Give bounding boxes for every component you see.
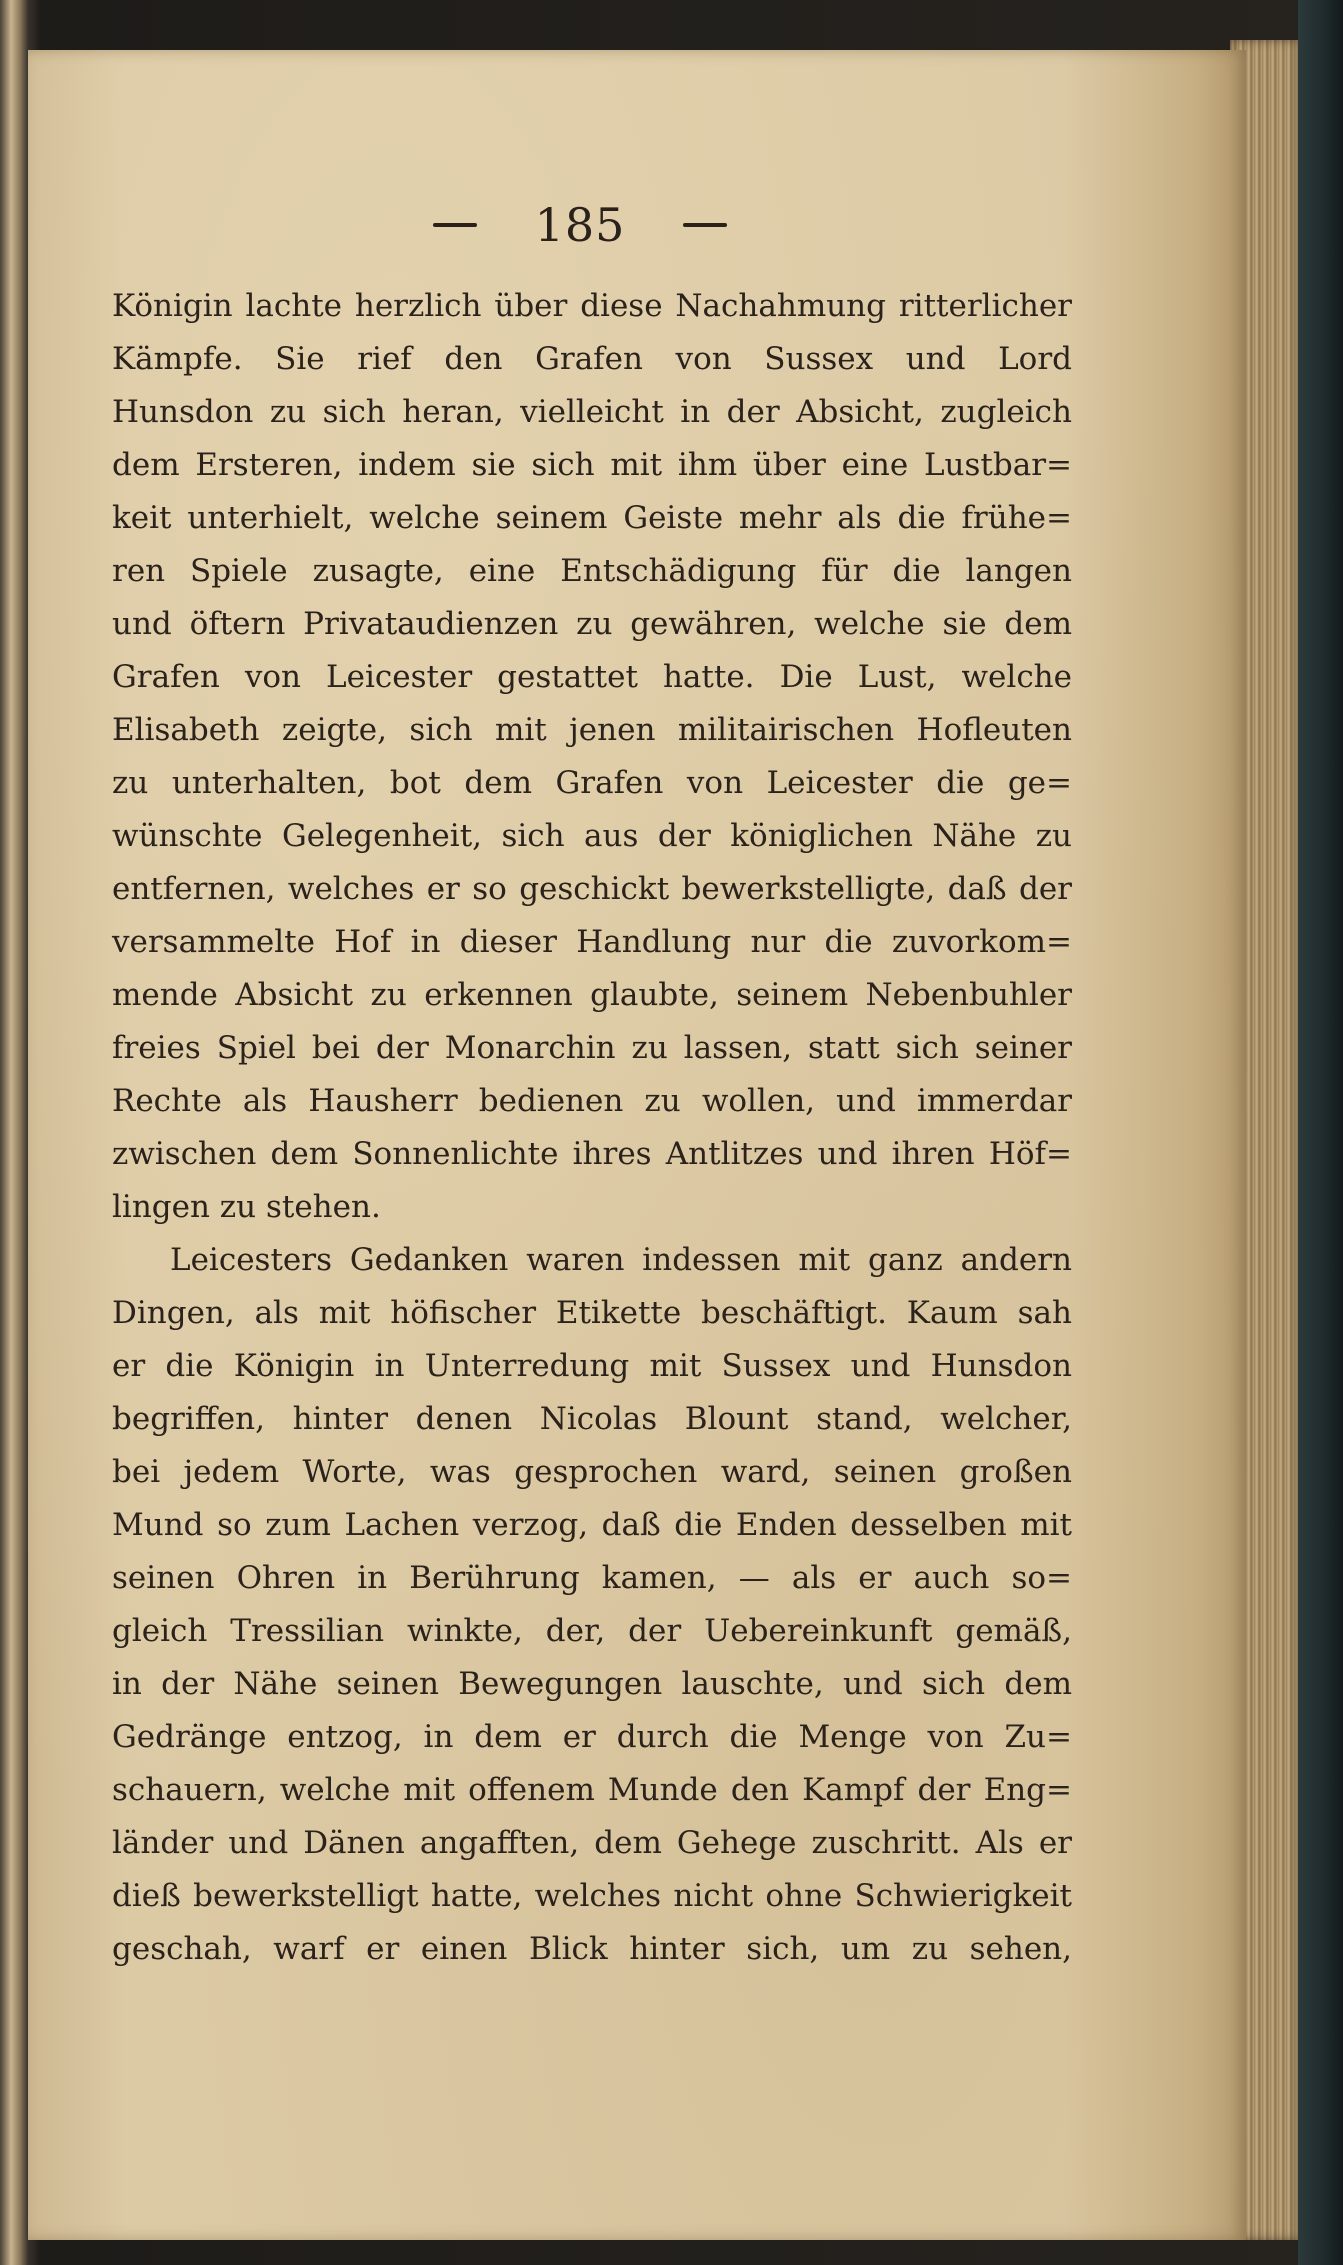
page-body-text [112, 280, 1072, 1976]
text-line: begriffen, hinter denen Nicolas Blount stand, welcher, [112, 1401, 1072, 1437]
text-line: in der Nähe seinen Bewegungen lauschte, und sich dem [112, 1666, 1072, 1702]
text-line: Hunsdon zu sich heran, vielleicht in der Absicht, zugleich [112, 394, 1072, 430]
text-line: geschah, warf er einen Blick hinter sich, um zu sehen, [112, 1931, 1072, 1967]
text-line: und öftern Privataudienzen zu gewähren, welche sie dem [112, 606, 1072, 642]
text-line: Königin lachte herzlich über diese Nachahmung ritterlicher [112, 288, 1072, 324]
text-line: zu unterhalten, bot dem Grafen von Leicester die ge= [112, 765, 1072, 801]
text-line: dem Ersteren, indem sie sich mit ihm über eine Lustbar= [112, 447, 1072, 483]
header-dash-left [433, 223, 477, 227]
text-line: schauern, welche mit offenem Munde den Kampf der Eng= [112, 1772, 1072, 1808]
text-line: bei jedem Worte, was gesprochen ward, seinen großen [112, 1454, 1072, 1490]
text-line: Dingen, als mit höfischer Etikette beschäftigt. Kaum sah [112, 1295, 1072, 1331]
text-line: gleich Tressilian winkte, der, der Uebereinkunft gemäß, [112, 1613, 1072, 1649]
text-line: länder und Dänen angafften, dem Gehege zuschritt. Als er [112, 1825, 1072, 1861]
text-line: Grafen von Leicester gestattet hatte. Die Lust, welche [112, 659, 1072, 695]
text-line: versammelte Hof in dieser Handlung nur die zuvorkom= [112, 924, 1072, 960]
text-line: ren Spiele zusagte, eine Entschädigung für die langen [112, 553, 1072, 589]
paragraph-end-line: lingen zu stehen. [112, 1189, 381, 1225]
header-dash-right [683, 223, 727, 227]
previous-page-edge [0, 0, 28, 2265]
text-line: wünschte Gelegenheit, sich aus der königlichen Nähe zu [112, 818, 1072, 854]
page-number: 185 [534, 198, 626, 252]
text-line: er die Königin in Unterredung mit Sussex und Hunsdon [112, 1348, 1072, 1384]
text-line: Mund so zum Lachen verzog, daß die Enden desselben mit [112, 1507, 1072, 1543]
text-line: Rechte als Hausherr bedienen zu wollen, und immerdar [112, 1083, 1072, 1119]
text-line: keit unterhielt, welche seinem Geiste mehr als die frühe= [112, 500, 1072, 536]
text-line: Kämpfe. Sie rief den Grafen von Sussex und Lord [112, 341, 1072, 377]
text-line: freies Spiel bei der Monarchin zu lassen, statt sich seiner [112, 1030, 1072, 1066]
running-head [410, 190, 750, 260]
text-line: Elisabeth zeigte, sich mit jenen militairischen Hofleuten [112, 712, 1072, 748]
text-line: dieß bewerkstelligt hatte, welches nicht ohne Schwierigkeit [112, 1878, 1072, 1914]
text-line: mende Absicht zu erkennen glaubte, seinem Nebenbuhler [112, 977, 1072, 1013]
book-cover-edge [1298, 0, 1343, 2265]
text-line: entfernen, welches er so geschickt bewerkstelligte, daß der [112, 871, 1072, 907]
text-line: zwischen dem Sonnenlichte ihres Antlitzes und ihren Höf= [112, 1136, 1072, 1172]
text-line: Gedränge entzog, in dem er durch die Menge von Zu= [112, 1719, 1072, 1755]
paragraph-start-line: Leicesters Gedanken waren indessen mit ganz andern [170, 1242, 1072, 1278]
text-line: seinen Ohren in Berührung kamen, — als er auch so= [112, 1560, 1072, 1596]
